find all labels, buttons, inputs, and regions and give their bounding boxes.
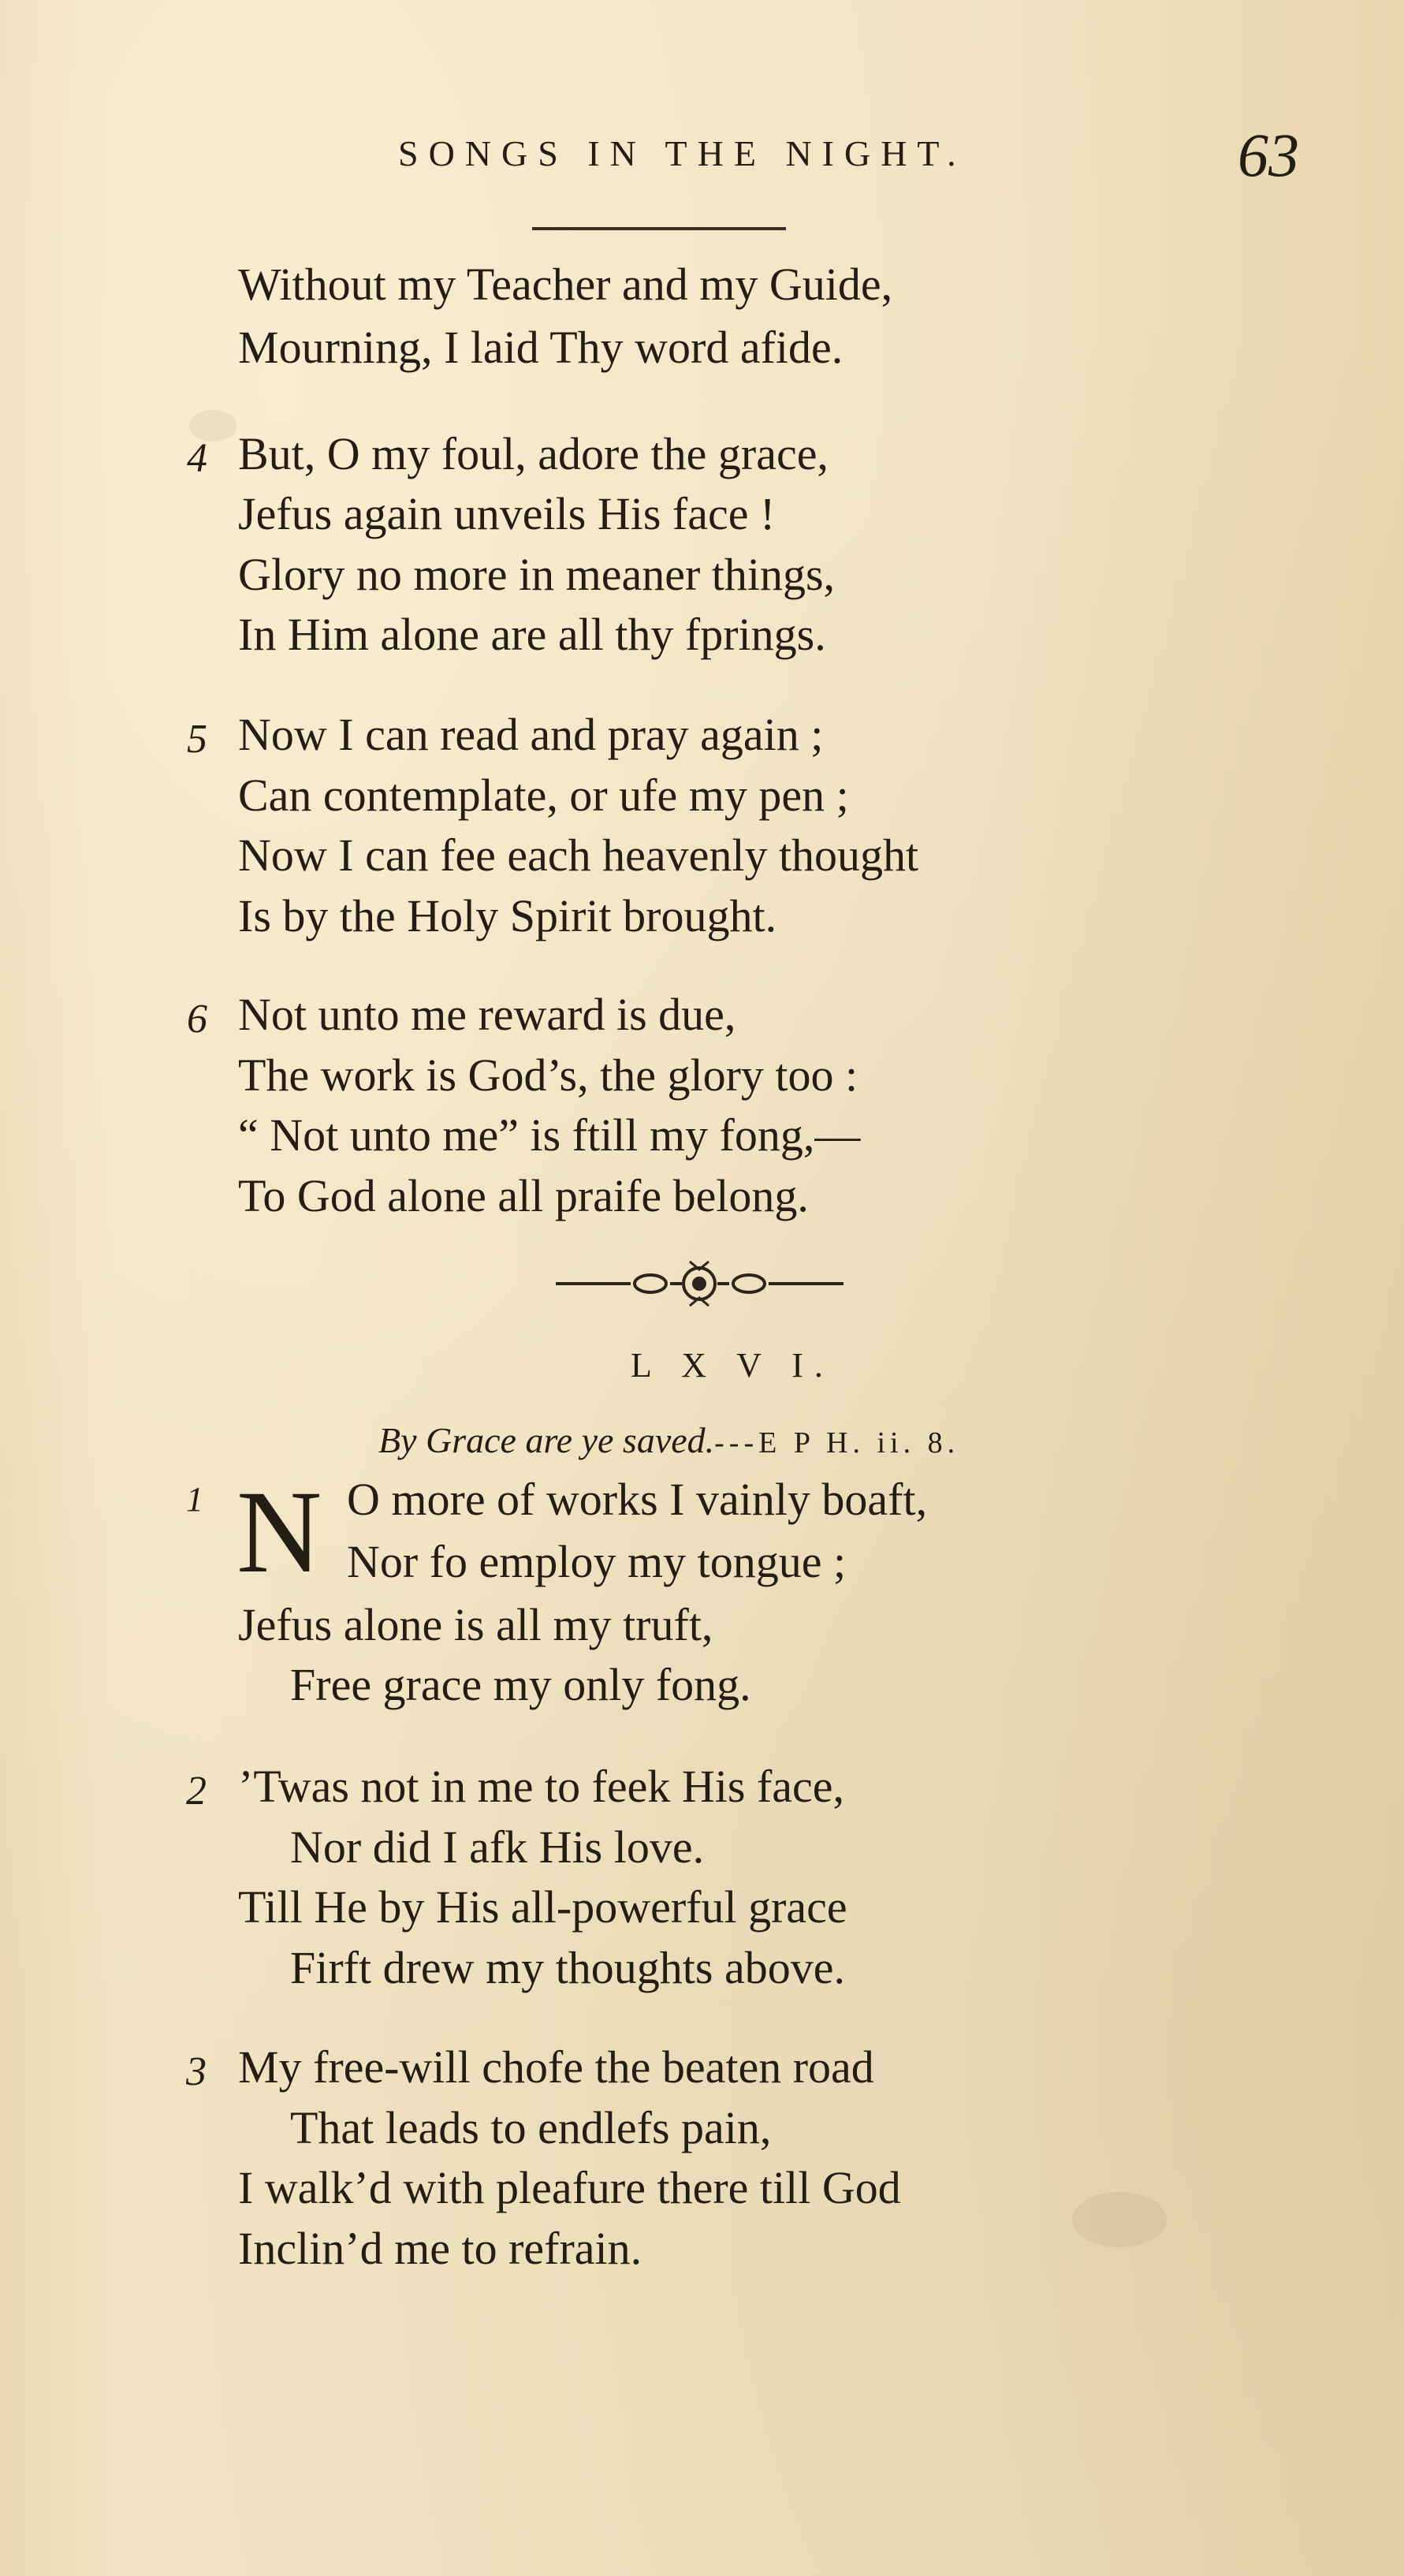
verse-line: Jefus again unveils His face ! xyxy=(238,488,776,539)
verse-line: That leads to endlefs pain, xyxy=(290,2102,772,2153)
verse-line: Without my Teacher and my Guide, xyxy=(238,259,893,310)
stanza-number: 4 xyxy=(187,436,207,481)
verse-line: I walk’d with pleafure there till God xyxy=(238,2162,901,2213)
stanza-number: 1 xyxy=(186,1480,203,1519)
verse-line: O more of works I vainly boaft, xyxy=(347,1474,928,1525)
paper-stain xyxy=(1072,2192,1167,2247)
ornament-divider xyxy=(556,1258,844,1309)
verse-line: Glory no more in meaner things, xyxy=(238,549,836,600)
verse-line: Inclin’d me to refrain. xyxy=(238,2223,642,2274)
verse-line: My free-will chofe the beaten road xyxy=(238,2041,874,2093)
verse-line: Can contemplate, or ufe my pen ; xyxy=(238,770,849,821)
verse-line: To God alone all praife belong. xyxy=(238,1170,809,1221)
verse-line: Now I can fee each heavenly thought xyxy=(238,829,919,881)
verse-line: ’Twas not in me to feek His face, xyxy=(238,1761,845,1812)
running-title: SONGS IN THE NIGHT. xyxy=(398,133,966,173)
verse-line: Nor fo employ my tongue ; xyxy=(347,1536,847,1587)
verse-line: In Him alone are all thy fprings. xyxy=(238,609,826,660)
epigraph-reference: ---E P H. ii. 8. xyxy=(714,1426,960,1459)
verse-line: “ Not unto me” is ftill my fong,— xyxy=(238,1109,861,1161)
verse-line: Not unto me reward is due, xyxy=(238,989,736,1040)
verse-line: Jefus alone is all my truft, xyxy=(238,1599,713,1650)
verse-line: Nor did I afk His love. xyxy=(290,1821,705,1873)
verse-line: Till He by His all-powerful grace xyxy=(238,1881,847,1933)
verse-line: Mourning, I laid Thy word afide. xyxy=(238,322,844,373)
stanza-number: 2 xyxy=(186,1769,207,1814)
header-rule xyxy=(532,227,786,230)
hymn-number: L X V I. xyxy=(631,1346,834,1385)
verse-line: The work is God’s, the glory too : xyxy=(238,1049,858,1101)
epigraph xyxy=(378,1419,959,1461)
stanza-number: 3 xyxy=(186,2049,207,2094)
stanza-number: 5 xyxy=(187,717,207,762)
epigraph-text: By Grace are ye saved. xyxy=(378,1420,715,1460)
verse-line: Is by the Holy Spirit brought. xyxy=(238,890,777,941)
page-number: 63 xyxy=(1238,121,1299,189)
stanza-number: 6 xyxy=(187,997,207,1042)
verse-line: Now I can read and pray again ; xyxy=(238,709,824,760)
verse-line: Firft drew my thoughts above. xyxy=(290,1942,845,1993)
drop-cap: N xyxy=(236,1467,322,1597)
verse-line: Free grace my only fong. xyxy=(290,1659,751,1710)
verse-line: But, O my foul, adore the grace, xyxy=(238,428,829,479)
